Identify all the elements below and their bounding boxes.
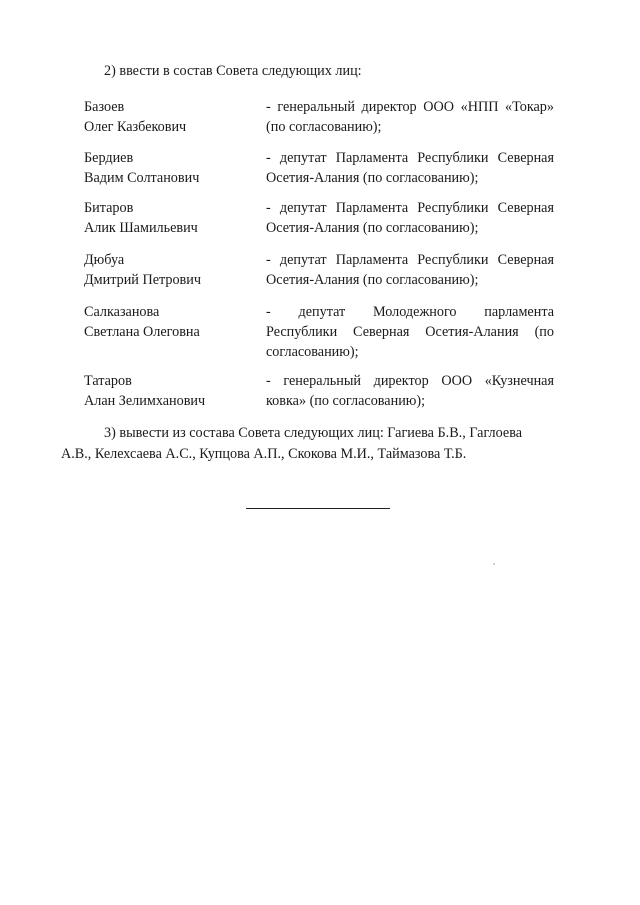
intro-paragraph: 2) ввести в состав Совета следующих лиц:	[104, 63, 362, 79]
member-role: - депутат Парламента Республики Северная Осетия-Алания (по согласованию);	[266, 252, 554, 288]
member-surname: Татаров	[84, 373, 132, 389]
member-surname: Битаров	[84, 200, 134, 216]
member-given-name: Светлана Олеговна	[84, 324, 200, 340]
outro-line-2: А.В., Келехсаева А.С., Купцова А.П., Скокова М.И., Таймазова Т.Б.	[61, 446, 467, 462]
member-surname: Бердиев	[84, 150, 134, 166]
member-surname: Дюбуа	[84, 252, 125, 268]
separator-line	[246, 508, 390, 509]
member-given-name: Олег Казбекович	[84, 119, 187, 135]
member-name	[84, 148, 259, 188]
member-given-name: Вадим Солтанович	[84, 170, 200, 186]
outro-line-1: 3) вывести из состава Совета следующих лиц: Гагиева Б.В., Гаглоева	[104, 425, 523, 441]
member-role: - генеральный директор ООО «НПП «Токар» (по согласованию);	[266, 99, 554, 135]
member-name	[84, 250, 259, 290]
scan-speck	[493, 563, 495, 565]
member-given-name: Алик Шамильевич	[84, 220, 198, 236]
outro-paragraph	[61, 423, 554, 465]
member-name	[84, 302, 259, 342]
member-surname: Салказанова	[84, 304, 160, 320]
member-role: - депутат Молодежного парламента Республики Северная Осетия-Алания (по согласованию);	[266, 304, 554, 360]
member-role: - депутат Парламента Республики Северная Осетия-Алания (по согласованию);	[266, 150, 554, 186]
member-name	[84, 97, 259, 137]
member-name	[84, 198, 259, 238]
member-name	[84, 371, 259, 411]
member-surname: Базоев	[84, 99, 125, 115]
member-given-name: Дмитрий Петрович	[84, 272, 201, 288]
member-role: - генеральный директор ООО «Кузнечная ковка» (по согласованию);	[266, 373, 554, 409]
member-role: - депутат Парламента Республики Северная Осетия-Алания (по согласованию);	[266, 200, 554, 236]
member-given-name: Алан Зелимханович	[84, 393, 206, 409]
